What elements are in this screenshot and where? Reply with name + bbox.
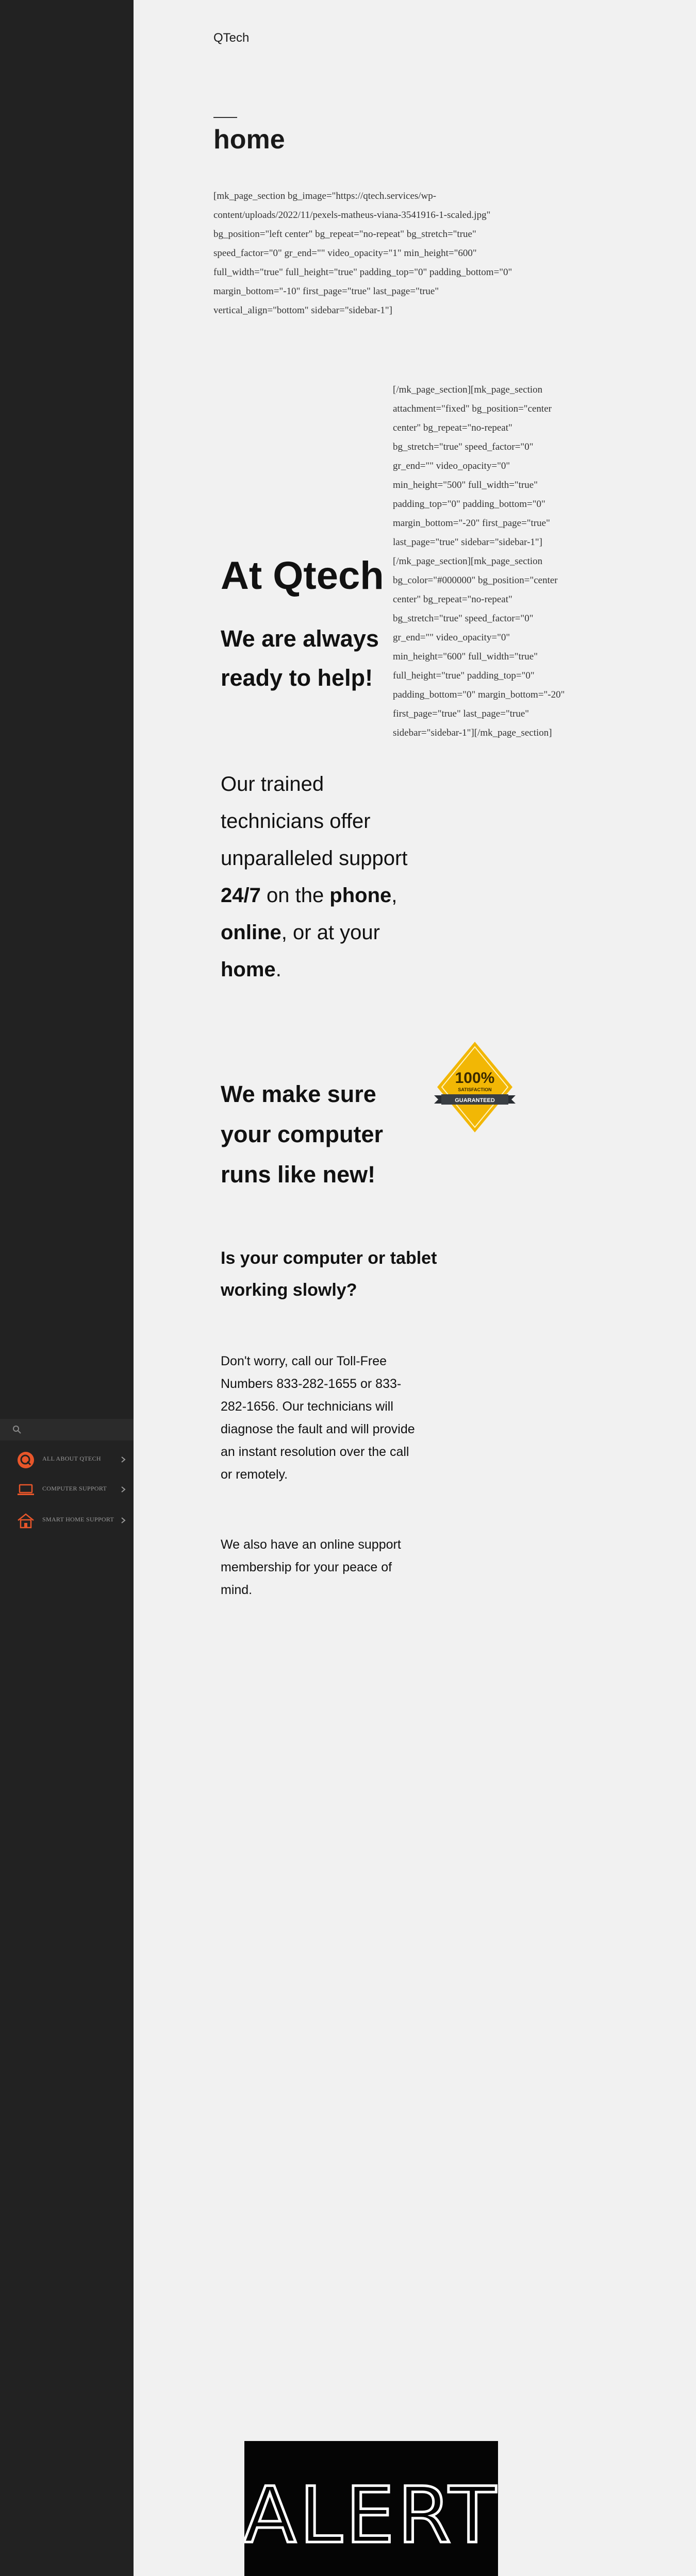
hero-body-text: , or at your	[281, 921, 380, 944]
hero-subheading: We are always ready to help!	[221, 625, 379, 691]
site-title-link[interactable]: QTech	[213, 31, 250, 45]
hero-body-text: on the	[260, 884, 330, 907]
hero-body-text: ,	[391, 884, 397, 907]
alert-image	[244, 2441, 498, 2576]
smart-home-icon	[16, 1512, 35, 1530]
title-divider	[213, 117, 237, 118]
sidebar-item-smart-home-support[interactable]	[0, 1505, 134, 1534]
badge-line2: GUARANTEED	[455, 1097, 495, 1104]
shortcode-text: [mk_page_section bg_image="https://qtech.services/wp-content/uploads/2022/11/pexels-matheus-viana-3541916-1-scaled.jpg" bg_position="left center" bg_repeat="no-repeat" bg_stretch="true" speed_factor="0" gr_end="" video_opacity="1" min_height="600" full_width="true" full_height="true" padding_top="0" padding_bottom="0" margin_bottom="-10" first_page="true" last_page="true" vertical_align="bottom" sidebar="sidebar-1"]	[213, 191, 512, 316]
chevron-right-icon	[120, 1455, 127, 1464]
hero-body-text: Our trained technicians offer unparalleled support	[221, 773, 408, 870]
sidebar-item-label: SMART HOME SUPPORT	[42, 1516, 114, 1523]
hero-heading: At Qtech	[221, 554, 384, 598]
section-subheading: Is your computer or tablet working slowly?	[221, 1248, 437, 1300]
hero-body-bold: home	[221, 958, 276, 981]
membership-paragraph: We also have an online support membership for your peace of mind.	[221, 1537, 401, 1597]
laptop-icon	[16, 1481, 35, 1499]
search-icon[interactable]	[12, 1425, 22, 1434]
sidebar-item-label: ALL ABOUT QTECH	[42, 1455, 101, 1462]
section-heading: We make sure your computer runs like new!	[221, 1081, 384, 1188]
sidebar-item-about-qtech[interactable]	[0, 1445, 134, 1473]
hero-body-bold: phone	[329, 884, 392, 907]
qtech-logo-icon	[16, 1451, 35, 1469]
satisfaction-badge-icon	[434, 1040, 516, 1133]
hero-body	[221, 766, 422, 988]
shortcode-text: [/mk_page_section][mk_page_section attachment="fixed" bg_position="center center" bg_repeat="no-repeat" bg_stretch="true" speed_factor="0" gr_end="" video_opacity="0" min_height="500" full_width="true" padding_top="0" padding_bottom="0" margin_bottom="-20" first_page="true" last_page="true" sidebar="sidebar-1"][/mk_page_section][mk_page_section bg_color="#000000" bg_position="center center" bg_repeat="no-repeat" bg_stretch="true" speed_factor="0" gr_end="" video_opacity="0" min_height="600" full_width="true" full_height="true" padding_top="0" padding_bottom="0" margin_bottom="-20" first_page="true" last_page="true" sidebar="sidebar-1"][/mk_page_section]	[393, 384, 565, 738]
alert-text: ALERT	[244, 2471, 498, 2561]
hero-body-bold: 24/7	[221, 884, 261, 907]
sidebar-search[interactable]	[0, 1419, 134, 1440]
page-title: home	[213, 125, 285, 155]
sidebar-item-computer-support[interactable]	[0, 1475, 134, 1503]
alert-chalk-text	[244, 2441, 498, 2576]
hero-body-text: .	[275, 958, 281, 981]
sidebar-item-label: COMPUTER SUPPORT	[42, 1485, 107, 1492]
badge-line1: SATISFACTION	[458, 1087, 492, 1092]
sidebar	[0, 0, 134, 2576]
hero-body-bold: online	[221, 921, 281, 944]
chevron-right-icon	[120, 1516, 127, 1525]
chevron-right-icon	[120, 1485, 127, 1494]
badge-percent: 100%	[455, 1070, 495, 1087]
support-paragraph: Don't worry, call our Toll-Free Numbers 833-282-1655 or 833-282-1656. Our technicians will diagnose the fault and will provide an instant resolution over the call or remotely.	[221, 1354, 415, 1482]
